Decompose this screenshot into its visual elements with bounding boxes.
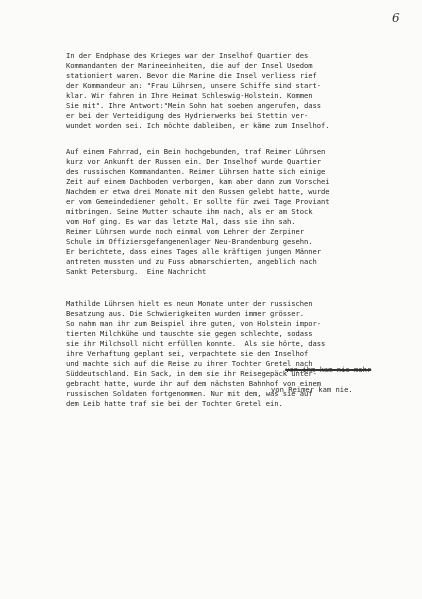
text-line: er vom Gemeindediener geholt. Er sollte für zwei Tage Proviant <box>66 197 330 206</box>
text-line: Reimer Lührsen wurde noch einmal vom Lehrer der Zerpiner <box>66 227 304 236</box>
paragraph-1 <box>66 51 416 131</box>
text-line: Schule im Offiziersgefangenenlager Neu-Brandenburg gesehn. <box>66 237 313 246</box>
text-line: In der Endphase des Krieges war der Inselhof Quartier des <box>66 51 309 60</box>
text-line: Sankt Petersburg. Eine Nachricht <box>66 267 207 276</box>
text-line: Er berichtete, dass eines Tages alle kräftigen jungen Männer <box>66 247 321 256</box>
text-line: Zeit auf einem Dachboden verborgen, kam aber dann zum Vorschei <box>66 177 330 186</box>
text-line: vom Hof ging. Es war das letzte Mal, dass sie ihn sah. <box>66 217 296 226</box>
text-line: Auf einem Fahrrad, ein Bein hochgebunden, traf Reimer Lührsen <box>66 147 326 156</box>
text-line: des russischen Kommandanten. Reimer Lührsen hatte sich einige <box>66 167 326 176</box>
text-line: der Kommandeur an: "Frau Lührsen, unsere Schiffe sind start- <box>66 81 321 90</box>
text-line: gebracht hatte, wurde ihr auf dem nächsten Bahnhof von einem <box>66 379 321 388</box>
page-number: 6 <box>392 11 400 25</box>
strikethrough-correction <box>268 355 371 415</box>
text-line: russischen Soldaten fortgenommen. Nur mit dem, was sie auf <box>66 389 313 398</box>
text-line: Süddeutschland. Ein Sack, in dem sie ihr Reisegepäck unter- <box>66 369 317 378</box>
text-line: stationiert waren. Bevor die Marine die Insel verliess rief <box>66 71 317 80</box>
paragraph-2 <box>66 147 416 277</box>
text-line: wundet worden sei. Ich möchte dableiben, er käme zum Inselhof. <box>66 121 330 130</box>
text-line: ihre Verhaftung geplant sei, verpachtete sie den Inselhof <box>66 349 309 358</box>
text-line: Besatzung aus. Die Schwierigkeiten wurden immer grösser. <box>66 309 304 318</box>
text-line: Kommandanten der Marineeinheiten, die auf der Insel Usedom <box>66 61 313 70</box>
text-line: So nahm man ihr zum Beispiel ihre guten, von Holstein impor- <box>66 319 321 328</box>
text-line: dem Leib hatte traf sie bei der Tochter Gretel ein. <box>66 399 283 408</box>
text-line: Mathilde Lührsen hielt es neun Monate unter der russischen <box>66 299 313 308</box>
text-line: sie ihr Milchsoll nicht erfüllen konnte. Als sie hörte, dass <box>66 339 326 348</box>
text-line: und machte sich auf die Reise zu ihrer Tochter Gretel nach <box>66 359 313 368</box>
text-line: Sie mit". Ihre Antwort:"Mein Sohn hat soeben angerufen, dass <box>66 101 321 110</box>
text-line: tierten Milchkühe und tauschte sie gegen schlechte, sodass <box>66 329 313 338</box>
correction-line: von Reimer kam nie. <box>271 385 353 394</box>
text-line: antreten mussten und zu Fuss abmarschierten, angeblich nach <box>66 257 317 266</box>
text-line: Nachdem er etwa drei Monate mit den Russen gelebt hatte, wurde <box>66 187 330 196</box>
struck-text: von ihm kam nie mehr <box>285 365 372 374</box>
text-line: klar. Wir fahren in Ihre Heimat Schleswig-Holstein. Kommen <box>66 91 313 100</box>
text-line: mitbringen. Seine Mutter schaute ihm nach, als er am Stock <box>66 207 313 216</box>
text-line: kurz vor Ankunft der Russen ein. Der Inselhof wurde Quartier <box>66 157 321 166</box>
text-line: er bei der Verteidigung des Hydrierwerks bei Stettin ver- <box>66 111 309 120</box>
